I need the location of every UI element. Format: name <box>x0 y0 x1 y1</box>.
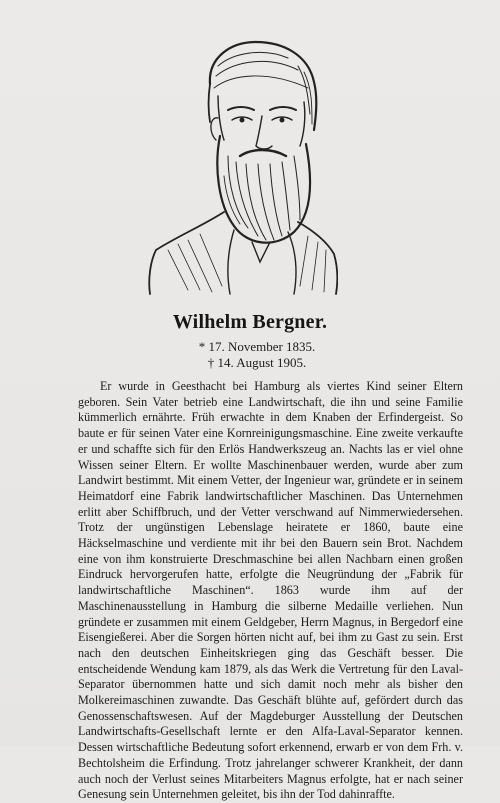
portrait-engraving <box>148 36 338 298</box>
biography-paragraph: Er wurde in Geesthacht bei Hamburg als viertes Kind seiner Eltern geboren. Sein Vater betrieb eine Landwirtschaft, die ihn und seine Familie kümmerlich ernährte. Früh erwachte in dem Knaben der Erfindergeist. So baute er für seinen Vater eine Kornreinigungsmaschine. Eine zweite verkaufte er und schaffte sich für den Erlös Handwerkszeug an. Nachts las er viel ohne Wissen seiner Eltern. Er wollte Maschinenbauer werden, wurde aber zum Landwirt bestimmt. Mit einem Vetter, der Ingenieur war, gründete er in seinem Heimatdorf eine Fabrik landwirtschaftlicher Maschinen. Das Unternehmen erlitt aber Schiffbruch, und der Vetter verschwand auf Nimmerwiedersehen. Trotz der ungünstigen Lebenslage heiratete er 1860, baute eine Häckselmaschine und verdiente mit ihr bei den Bauern sein Brot. Nachdem eine von ihm konstruierte Dreschmaschine bei allen Nachbarn einen großen Eindruck hervorgerufen hatte, erfolgte die Neugründung der „Fabrik für landwirtschaftliche Maschinen“. 1863 wurde ihm auf der Maschinenausstellung in Hamburg die silberne Medaille verliehen. Nun gründete er zusammen mit einem Geldgeber, Herrn Magnus, in Bergedorf eine Eisengießerei. Aber die Sorgen hörten nicht auf, bei ihm zu Gast zu sein. Erst nach den deutschen Einheitskriegen ging das Geschäft besser. Die entscheidende Wendung kam 1879, als das Werk die Vertretung für den Laval-Separator übernommen hatte und sich damit noch mehr als bisher den Molkereimaschinen zuwandte. Das Geschäft blühte auf, gefördert durch das Genossenschaftswesen. Auf der Magdeburger Ausstellung der Deutschen Landwirtschafts-Gesellschaft lernte er den Alfa-Laval-Separator kennen. Dessen wirtschaftliche Bedeutung sofort erkennend, erwarb er von dem Frh. v. Bechtolsheim die Erfindung. Trotz jahrelanger schwerer Krankheit, der dann auch noch der Verlust seines Mitarbeiters Magnus erfolgte, hat er nach seiner Genesung sein Unternehmen geleitet, bis ihn der Tod dahinraffte. <box>78 379 463 802</box>
death-date: † 14. August 1905. <box>207 354 307 370</box>
life-dates <box>0 339 500 370</box>
birth-date: * 17. November 1835. <box>198 339 316 354</box>
person-name-heading: Wilhelm Bergner. <box>172 311 328 333</box>
